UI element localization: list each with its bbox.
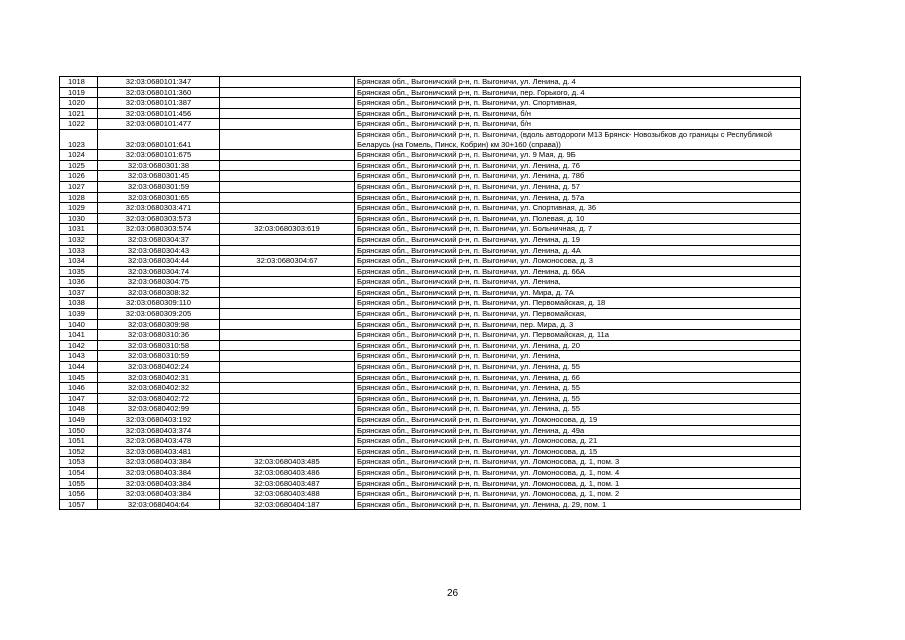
cadastral-number: 32:03:0680402:32	[98, 383, 220, 394]
table-row	[60, 98, 801, 109]
row-number: 1049	[60, 415, 98, 426]
row-number: 1021	[60, 108, 98, 119]
linked-cadastral-number: 32:03:0680303:619	[220, 224, 355, 235]
cadastral-number: 32:03:0680301:38	[98, 160, 220, 171]
table-row	[60, 224, 801, 235]
table-row	[60, 266, 801, 277]
table-row	[60, 499, 801, 510]
linked-cadastral-number	[220, 108, 355, 119]
cadastral-number: 32:03:0680310:36	[98, 330, 220, 341]
address: Брянская обл., Выгоничский р-н, п. Выгоничи, б/н	[355, 119, 801, 130]
row-number: 1027	[60, 181, 98, 192]
cadastral-number: 32:03:0680309:110	[98, 298, 220, 309]
row-number: 1026	[60, 171, 98, 182]
table-row	[60, 298, 801, 309]
cadastral-number: 32:03:0680310:59	[98, 351, 220, 362]
table-row	[60, 425, 801, 436]
table-row	[60, 234, 801, 245]
row-number: 1035	[60, 266, 98, 277]
cadastral-number: 32:03:0680402:72	[98, 393, 220, 404]
linked-cadastral-number	[220, 245, 355, 256]
row-number: 1041	[60, 330, 98, 341]
table-row	[60, 393, 801, 404]
row-number: 1024	[60, 150, 98, 161]
address: Брянская обл., Выгоничский р-н, п. Выгоничи, ул. Ленина, д. 57а	[355, 192, 801, 203]
cadastral-number: 32:03:0680101:456	[98, 108, 220, 119]
cadastral-table-body	[60, 77, 801, 510]
table-row	[60, 150, 801, 161]
cadastral-number: 32:03:0680402:99	[98, 404, 220, 415]
address: Брянская обл., Выгоничский р-н, п. Выгоничи, ул. Ломоносова, д. 1, пом. 3	[355, 457, 801, 468]
linked-cadastral-number	[220, 277, 355, 288]
table-row	[60, 351, 801, 362]
linked-cadastral-number	[220, 171, 355, 182]
row-number: 1037	[60, 287, 98, 298]
table-row	[60, 404, 801, 415]
table-row	[60, 478, 801, 489]
linked-cadastral-number	[220, 150, 355, 161]
linked-cadastral-number	[220, 98, 355, 109]
linked-cadastral-number	[220, 372, 355, 383]
row-number: 1032	[60, 234, 98, 245]
table-row	[60, 489, 801, 500]
address: Брянская обл., Выгоничский р-н, п. Выгоничи, ул. Ломоносова, д. 1, пом. 4	[355, 467, 801, 478]
linked-cadastral-number	[220, 234, 355, 245]
table-row	[60, 309, 801, 320]
linked-cadastral-number: 32:03:0680403:488	[220, 489, 355, 500]
cadastral-number: 32:03:0680303:471	[98, 203, 220, 214]
table-row	[60, 330, 801, 341]
cadastral-number: 32:03:0680101:387	[98, 98, 220, 109]
table-row	[60, 362, 801, 373]
cadastral-number: 32:03:0680404:64	[98, 499, 220, 510]
address: Брянская обл., Выгоничский р-н, п. Выгоничи, ул. 9 Мая, д. 9Б	[355, 150, 801, 161]
table-row	[60, 457, 801, 468]
linked-cadastral-number	[220, 309, 355, 320]
cadastral-number: 32:03:0680101:675	[98, 150, 220, 161]
address: Брянская обл., Выгоничский р-н, п. Выгоничи, ул. Ломоносова, д. 3	[355, 256, 801, 267]
row-number: 1056	[60, 489, 98, 500]
address: Брянская обл., Выгоничский р-н, п. Выгоничи, ул. Ленина, д. 55	[355, 362, 801, 373]
address: Брянская обл., Выгоничский р-н, п. Выгоничи, ул. Ленина, д. 57	[355, 181, 801, 192]
address: Брянская обл., Выгоничский р-н, п. Выгоничи, ул. Ленина, д. 66	[355, 372, 801, 383]
page-number: 26	[446, 588, 459, 599]
row-number: 1023	[60, 129, 98, 149]
row-number: 1048	[60, 404, 98, 415]
table-row	[60, 277, 801, 288]
address: Брянская обл., Выгоничский р-н, п. Выгоничи, ул. Мира, д. 7А	[355, 287, 801, 298]
cadastral-number: 32:03:0680303:574	[98, 224, 220, 235]
address: Брянская обл., Выгоничский р-н, п. Выгоничи, ул. Первомайская, д. 11а	[355, 330, 801, 341]
address: Брянская обл., Выгоничский р-н, п. Выгоничи, ул. Ленина, д. 49а	[355, 425, 801, 436]
address: Брянская обл., Выгоничский р-н, п. Выгоничи, пер. Мира, д. 3	[355, 319, 801, 330]
table-row	[60, 181, 801, 192]
address: Брянская обл., Выгоничский р-н, п. Выгоничи, ул. Ленина, д. 29, пом. 1	[355, 499, 801, 510]
cadastral-number: 32:03:0680402:24	[98, 362, 220, 373]
row-number: 1018	[60, 77, 98, 88]
linked-cadastral-number	[220, 266, 355, 277]
address: Брянская обл., Выгоничский р-н, п. Выгоничи, ул. Ленина, д. 20	[355, 340, 801, 351]
cadastral-number: 32:03:0680304:37	[98, 234, 220, 245]
linked-cadastral-number	[220, 393, 355, 404]
linked-cadastral-number	[220, 351, 355, 362]
linked-cadastral-number: 32:03:0680304:67	[220, 256, 355, 267]
cadastral-number: 32:03:0680101:477	[98, 119, 220, 130]
row-number: 1031	[60, 224, 98, 235]
row-number: 1019	[60, 87, 98, 98]
cadastral-number: 32:03:0680403:384	[98, 457, 220, 468]
linked-cadastral-number	[220, 436, 355, 447]
cadastral-number: 32:03:0680402:31	[98, 372, 220, 383]
row-number: 1025	[60, 160, 98, 171]
row-number: 1042	[60, 340, 98, 351]
linked-cadastral-number	[220, 203, 355, 214]
address: Брянская обл., Выгоничский р-н, п. Выгоничи, ул. Ломоносова, д. 1, пом. 1	[355, 478, 801, 489]
linked-cadastral-number: 32:03:0680404:187	[220, 499, 355, 510]
cadastral-number: 32:03:0680403:478	[98, 436, 220, 447]
linked-cadastral-number	[220, 415, 355, 426]
cadastral-number: 32:03:0680304:74	[98, 266, 220, 277]
address: Брянская обл., Выгоничский р-н, п. Выгоничи, ул. Ленина, д. 78б	[355, 171, 801, 182]
row-number: 1051	[60, 436, 98, 447]
address: Брянская обл., Выгоничский р-н, п. Выгоничи, ул. Ленина, д. 55	[355, 383, 801, 394]
row-number: 1028	[60, 192, 98, 203]
cadastral-number: 32:03:0680304:75	[98, 277, 220, 288]
linked-cadastral-number	[220, 192, 355, 203]
cadastral-number: 32:03:0680101:347	[98, 77, 220, 88]
address: Брянская обл., Выгоничский р-н, п. Выгоничи, ул. Ленина, д. 55	[355, 404, 801, 415]
table-row	[60, 129, 801, 149]
address: Брянская обл., Выгоничский р-н, п. Выгоничи, ул. Ломоносова, д. 21	[355, 436, 801, 447]
linked-cadastral-number: 32:03:0680403:486	[220, 467, 355, 478]
row-number: 1036	[60, 277, 98, 288]
table-row	[60, 287, 801, 298]
table-row	[60, 192, 801, 203]
row-number: 1034	[60, 256, 98, 267]
table-row	[60, 383, 801, 394]
table-row	[60, 160, 801, 171]
row-number: 1043	[60, 351, 98, 362]
row-number: 1022	[60, 119, 98, 130]
linked-cadastral-number	[220, 298, 355, 309]
cadastral-table	[59, 76, 801, 510]
cadastral-number: 32:03:0680301:65	[98, 192, 220, 203]
row-number: 1033	[60, 245, 98, 256]
table-row	[60, 446, 801, 457]
table-row	[60, 245, 801, 256]
table-row	[60, 436, 801, 447]
row-number: 1038	[60, 298, 98, 309]
linked-cadastral-number	[220, 129, 355, 149]
address: Брянская обл., Выгоничский р-н, п. Выгоничи, ул. Больничная, д. 7	[355, 224, 801, 235]
address: Брянская обл., Выгоничский р-н, п. Выгоничи, ул. Ломоносова, д. 15	[355, 446, 801, 457]
linked-cadastral-number	[220, 425, 355, 436]
table-row	[60, 87, 801, 98]
linked-cadastral-number	[220, 340, 355, 351]
address: Брянская обл., Выгоничский р-н, п. Выгоничи, пер. Горького, д. 4	[355, 87, 801, 98]
address: Брянская обл., Выгоничский р-н, п. Выгоничи, ул. Спортивная,	[355, 98, 801, 109]
address: Брянская обл., Выгоничский р-н, п. Выгоничи, ул. Первомайская, д. 18	[355, 298, 801, 309]
row-number: 1039	[60, 309, 98, 320]
cadastral-number: 32:03:0680303:573	[98, 213, 220, 224]
address: Брянская обл., Выгоничский р-н, п. Выгоничи, ул. Ломоносова, д. 1, пом. 2	[355, 489, 801, 500]
cadastral-number: 32:03:0680309:205	[98, 309, 220, 320]
address: Брянская обл., Выгоничский р-н, п. Выгоничи, ул. Ленина, д. 66А	[355, 266, 801, 277]
address: Брянская обл., Выгоничский р-н, п. Выгоничи, ул. Ленина,	[355, 351, 801, 362]
cadastral-number: 32:03:0680403:384	[98, 478, 220, 489]
table-row	[60, 467, 801, 478]
linked-cadastral-number: 32:03:0680403:487	[220, 478, 355, 489]
cadastral-number: 32:03:0680403:481	[98, 446, 220, 457]
address: Брянская обл., Выгоничский р-н, п. Выгоничи, ул. Ленина,	[355, 277, 801, 288]
address: Брянская обл., Выгоничский р-н, п. Выгоничи, ул. Первомайская,	[355, 309, 801, 320]
cadastral-number: 32:03:0680310:58	[98, 340, 220, 351]
table-row	[60, 340, 801, 351]
row-number: 1052	[60, 446, 98, 457]
table-row	[60, 415, 801, 426]
row-number: 1057	[60, 499, 98, 510]
linked-cadastral-number	[220, 77, 355, 88]
linked-cadastral-number	[220, 160, 355, 171]
table-row	[60, 108, 801, 119]
address: Брянская обл., Выгоничский р-н, п. Выгоничи, (вдоль автодороги М13 Брянск- Новозыбков до границы с Республикой Беларусь (на Гомель, Пинск, Кобрин) км 30+160 (справа))	[355, 129, 801, 149]
row-number: 1045	[60, 372, 98, 383]
cadastral-number: 32:03:0680301:45	[98, 171, 220, 182]
cadastral-number: 32:03:0680304:43	[98, 245, 220, 256]
address: Брянская обл., Выгоничский р-н, п. Выгоничи, ул. Ленина, д. 55	[355, 393, 801, 404]
table-row	[60, 77, 801, 88]
table-row	[60, 213, 801, 224]
row-number: 1054	[60, 467, 98, 478]
linked-cadastral-number	[220, 87, 355, 98]
linked-cadastral-number: 32:03:0680403:485	[220, 457, 355, 468]
table-row	[60, 119, 801, 130]
address: Брянская обл., Выгоничский р-н, п. Выгоничи, ул. Ленина, д. 76	[355, 160, 801, 171]
row-number: 1046	[60, 383, 98, 394]
cadastral-number: 32:03:0680308:32	[98, 287, 220, 298]
linked-cadastral-number	[220, 330, 355, 341]
row-number: 1040	[60, 319, 98, 330]
row-number: 1053	[60, 457, 98, 468]
row-number: 1047	[60, 393, 98, 404]
table-row	[60, 319, 801, 330]
linked-cadastral-number	[220, 287, 355, 298]
row-number: 1055	[60, 478, 98, 489]
address: Брянская обл., Выгоничский р-н, п. Выгоничи, б/н	[355, 108, 801, 119]
table-row	[60, 372, 801, 383]
cadastral-number: 32:03:0680403:384	[98, 467, 220, 478]
cadastral-number: 32:03:0680309:98	[98, 319, 220, 330]
linked-cadastral-number	[220, 383, 355, 394]
cadastral-number: 32:03:0680101:641	[98, 129, 220, 149]
address: Брянская обл., Выгоничский р-н, п. Выгоничи, ул. Полевая, д. 10	[355, 213, 801, 224]
address: Брянская обл., Выгоничский р-н, п. Выгоничи, ул. Ленина, д. 19	[355, 234, 801, 245]
linked-cadastral-number	[220, 213, 355, 224]
address: Брянская обл., Выгоничский р-н, п. Выгоничи, ул. Ломоносова, д. 19	[355, 415, 801, 426]
row-number: 1029	[60, 203, 98, 214]
linked-cadastral-number	[220, 404, 355, 415]
table-row	[60, 203, 801, 214]
address: Брянская обл., Выгоничский р-н, п. Выгоничи, ул. Ленина, д. 4А	[355, 245, 801, 256]
linked-cadastral-number	[220, 119, 355, 130]
cadastral-number: 32:03:0680304:44	[98, 256, 220, 267]
cadastral-number: 32:03:0680301:59	[98, 181, 220, 192]
linked-cadastral-number	[220, 319, 355, 330]
linked-cadastral-number	[220, 181, 355, 192]
linked-cadastral-number	[220, 446, 355, 457]
cadastral-number: 32:03:0680403:192	[98, 415, 220, 426]
table-row	[60, 171, 801, 182]
row-number: 1050	[60, 425, 98, 436]
linked-cadastral-number	[220, 362, 355, 373]
row-number: 1044	[60, 362, 98, 373]
row-number: 1030	[60, 213, 98, 224]
cadastral-number: 32:03:0680101:360	[98, 87, 220, 98]
table-row	[60, 256, 801, 267]
cadastral-number: 32:03:0680403:374	[98, 425, 220, 436]
row-number: 1020	[60, 98, 98, 109]
address: Брянская обл., Выгоничский р-н, п. Выгоничи, ул. Спортивная, д. 36	[355, 203, 801, 214]
address: Брянская обл., Выгоничский р-н, п. Выгоничи, ул. Ленина, д. 4	[355, 77, 801, 88]
cadastral-number: 32:03:0680403:384	[98, 489, 220, 500]
